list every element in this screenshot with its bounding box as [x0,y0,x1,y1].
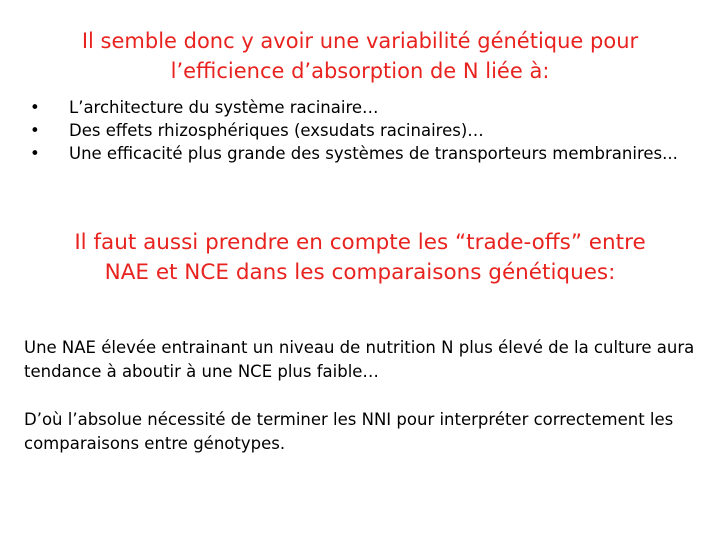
bullet-text: Une efficacité plus grande des systèmes de transporteurs membranires... [69,144,678,163]
bullet-item-root-architecture [30,96,690,119]
title-2-line-1: Il faut aussi prendre en compte les “trade-offs” entre [74,230,646,255]
bullet-marker: • [30,98,40,117]
bullet-list-absorption-factors [30,96,690,165]
slide-title-trade-offs [20,228,700,288]
paragraph-nae-nce: Une NAE élevée entrainant un niveau de nutrition N plus élevé de la culture aura tendance à aboutir à une NCE plus faible… [24,338,695,381]
bullet-marker: • [30,121,40,140]
title-1-line-1: Il semble donc y avoir une variabilité génétique pour [81,29,639,53]
bullet-marker: • [30,144,40,163]
title-2-line-2: NAE et NCE dans les comparaisons génétiques: [104,260,616,285]
paragraph-nni-necessity: D’où l’absolue nécessité de terminer les NNI pour interpréter correctement les comparaisons entre génotypes. [24,410,674,453]
bullet-text: L’architecture du système racinaire… [69,98,379,117]
slide-title-variability [20,26,700,86]
bullet-item-membrane-transporters [30,142,690,165]
bullet-item-rhizosphere-effects [30,119,690,142]
bullet-text: Des effets rhizosphériques (exsudats racinaires)… [69,121,484,140]
title-1-line-2: l’efficience d’absorption de N liée à: [170,59,550,83]
